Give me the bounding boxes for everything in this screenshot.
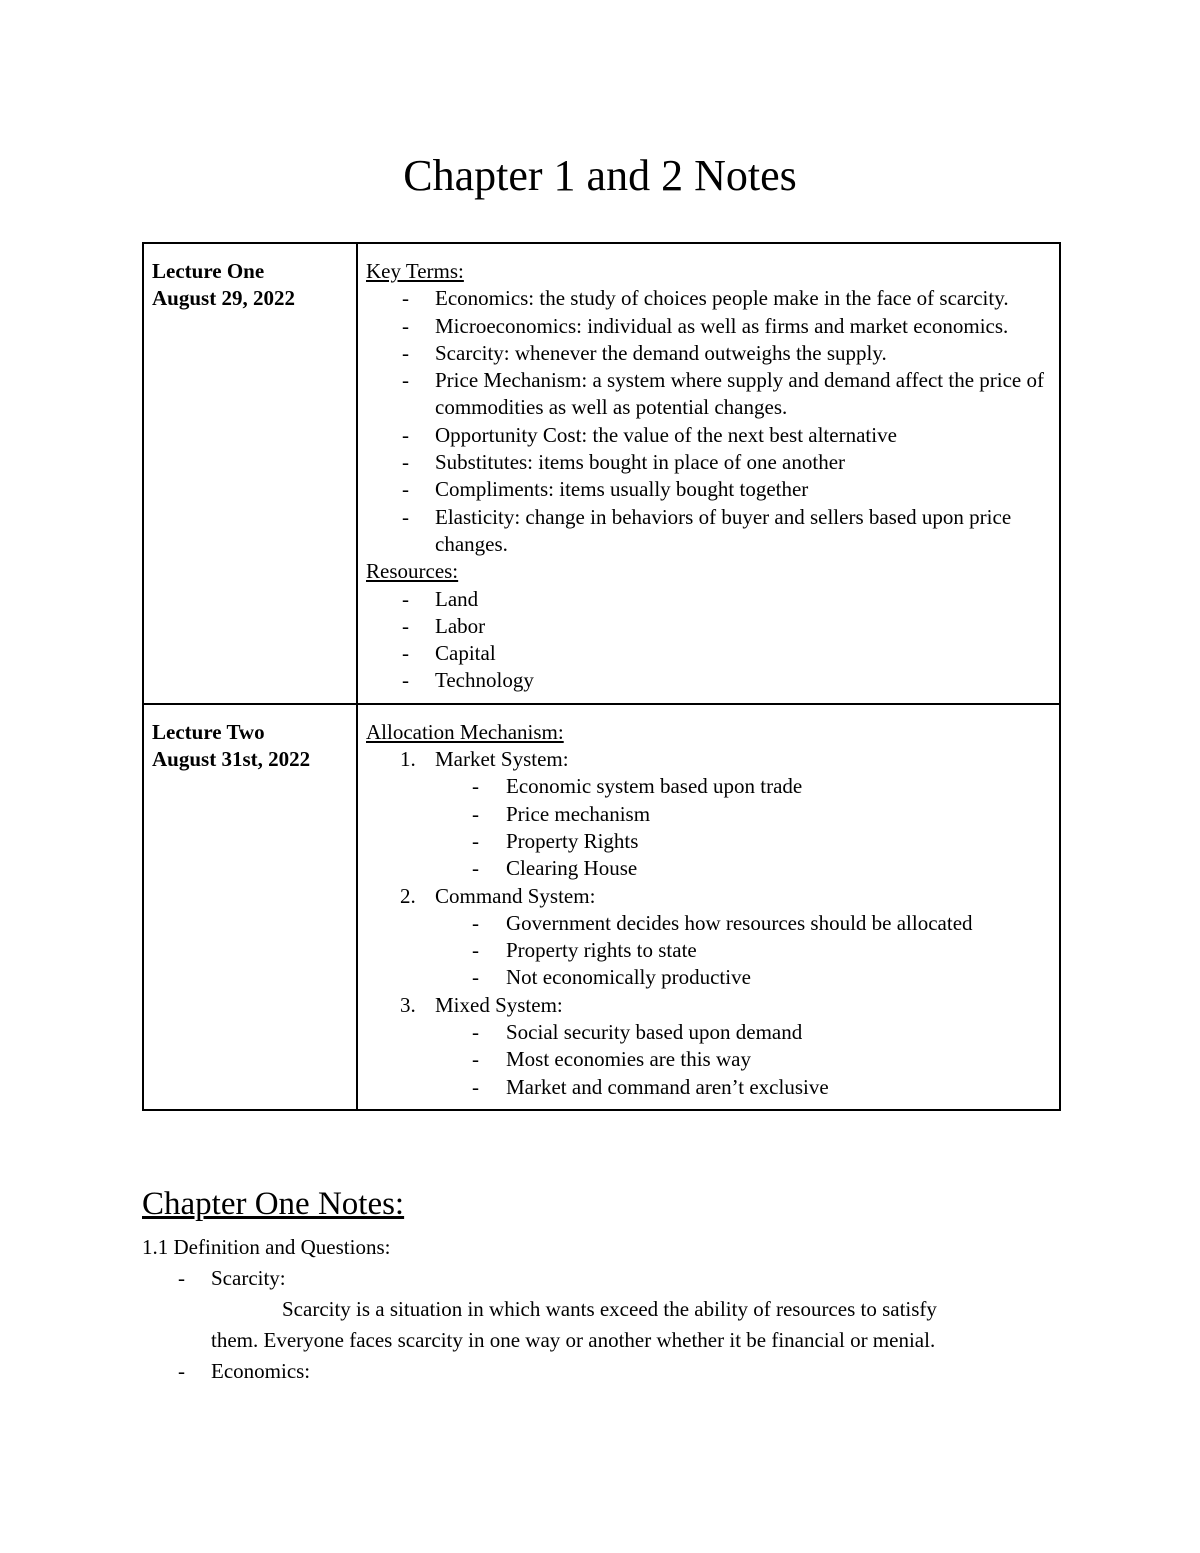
table-row-lecture-one bbox=[143, 243, 1060, 704]
chapter-one-terms bbox=[142, 1263, 1061, 1294]
system-name: Command System: bbox=[435, 883, 596, 908]
list-item: - Social security based upon demand bbox=[366, 1019, 1051, 1046]
list-item: - Market and command aren’t exclusive bbox=[366, 1074, 1051, 1101]
list-item: - Technology bbox=[366, 667, 1051, 694]
list-item: - Economic system based upon trade bbox=[366, 773, 1051, 800]
list-item: - Not economically productive bbox=[366, 964, 1051, 991]
resources-list bbox=[366, 586, 1051, 695]
lecture-one-content-cell bbox=[357, 243, 1060, 704]
term-label: Scarcity: bbox=[211, 1266, 286, 1290]
list-item: - Compliments: items usually bought together bbox=[366, 476, 1051, 503]
lecture-two-label-cell bbox=[143, 704, 357, 1110]
list-item: - Economics: the study of choices people make in the face of scarcity. bbox=[366, 285, 1051, 312]
list-item-command-system bbox=[366, 883, 1051, 992]
chapter-one-heading: Chapter One Notes: bbox=[142, 1186, 405, 1222]
systems-list bbox=[366, 746, 1051, 1101]
subsection-heading: 1.1 Definition and Questions: bbox=[142, 1235, 391, 1259]
list-item: - Property rights to state bbox=[366, 937, 1051, 964]
term-label: Economics: bbox=[211, 1359, 311, 1383]
list-number: 1. bbox=[400, 747, 416, 772]
chapter-one-terms-continued bbox=[142, 1356, 1061, 1387]
key-terms-heading: Key Terms: bbox=[366, 259, 464, 283]
lecture-two-date: August 31st, 2022 bbox=[152, 747, 311, 772]
lecture-one-name: Lecture One bbox=[152, 259, 265, 283]
table-row-lecture-two bbox=[143, 704, 1060, 1110]
command-system-points bbox=[366, 910, 1051, 992]
list-item-scarcity bbox=[142, 1263, 1061, 1294]
key-terms-list bbox=[366, 285, 1051, 558]
list-item: - Land bbox=[366, 586, 1051, 613]
system-name: Mixed System: bbox=[435, 992, 563, 1017]
list-item: - Labor bbox=[366, 613, 1051, 640]
list-item-market-system bbox=[366, 746, 1051, 882]
lecture-notes-table bbox=[142, 242, 1061, 1111]
list-item: - Substitutes: items bought in place of one another bbox=[366, 449, 1051, 476]
lecture-one-label-cell bbox=[143, 243, 357, 704]
chapter-one-body bbox=[142, 1232, 1061, 1387]
list-item: - Elasticity: change in behaviors of buyer and sellers based upon price changes. bbox=[366, 504, 1051, 559]
scarcity-paragraph bbox=[142, 1294, 1061, 1356]
lecture-one-date: August 29, 2022 bbox=[152, 286, 295, 311]
list-item: - Price mechanism bbox=[366, 801, 1051, 828]
list-item: - Price Mechanism: a system where supply and demand affect the price of commodities as well as potential changes. bbox=[366, 367, 1051, 422]
market-system-points bbox=[366, 773, 1051, 882]
paragraph-line: Scarcity is a situation in which wants exceed the ability of resources to satisfy bbox=[282, 1297, 937, 1321]
page-title: Chapter 1 and 2 Notes bbox=[403, 151, 797, 200]
list-item: - Most economies are this way bbox=[366, 1046, 1051, 1073]
list-number: 2. bbox=[400, 883, 416, 908]
list-item: - Microeconomics: individual as well as firms and market economics. bbox=[366, 313, 1051, 340]
list-item: - Capital bbox=[366, 640, 1051, 667]
paragraph-line: them. Everyone faces scarcity in one way or another whether it be financial or menial. bbox=[211, 1328, 936, 1352]
list-item: - Property Rights bbox=[366, 828, 1051, 855]
allocation-heading: Allocation Mechanism: bbox=[366, 719, 564, 744]
system-name: Market System: bbox=[435, 747, 569, 772]
mixed-system-points bbox=[366, 1019, 1051, 1101]
lecture-two-content-cell bbox=[357, 704, 1060, 1110]
list-number: 3. bbox=[400, 992, 416, 1017]
list-item: - Government decides how resources should be allocated bbox=[366, 910, 1051, 937]
resources-heading: Resources: bbox=[366, 559, 459, 584]
lecture-two-name: Lecture Two bbox=[152, 719, 265, 744]
list-item: - Clearing House bbox=[366, 855, 1051, 882]
list-item: - Opportunity Cost: the value of the next best alternative bbox=[366, 422, 1051, 449]
list-item-mixed-system bbox=[366, 992, 1051, 1101]
list-item-economics bbox=[142, 1356, 1061, 1387]
list-item: - Scarcity: whenever the demand outweighs the supply. bbox=[366, 340, 1051, 367]
